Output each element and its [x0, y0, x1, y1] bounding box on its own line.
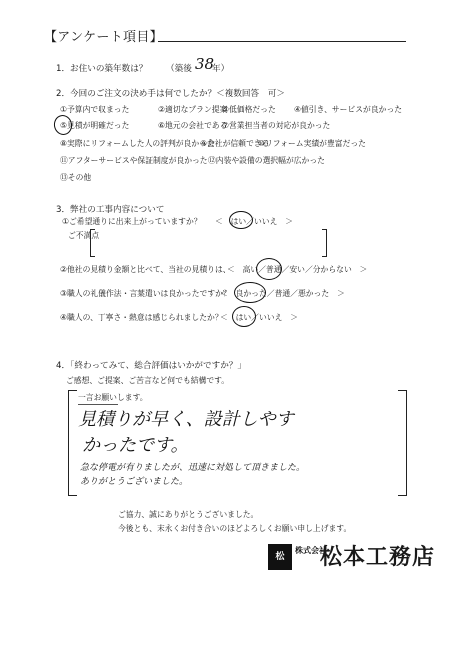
closing-line-1: ご協力、誠にありがとうございました。: [118, 510, 259, 519]
q4-sub: ご感想、ご提案、ご苦言など何でも結構です。: [66, 376, 230, 385]
survey-title: 【アンケート項目】: [44, 30, 163, 45]
q3-sub3-choice: ＜ 良かった／普通／悪かった ＞: [220, 289, 345, 298]
q2-option-5: ⑤見積が明確だった: [60, 121, 130, 130]
q3-sub4: ④職人の、丁寧さ・熱意は感じられましたか？: [60, 313, 223, 322]
comment-box-left: [68, 390, 77, 496]
company-logo-mark: 松: [268, 544, 292, 570]
q2-option-2: ②適切なプラン提案: [158, 105, 228, 114]
comment-box-right: [398, 390, 407, 496]
company-logo: [268, 544, 436, 572]
q2-option-7: ⑦営業担当者の対応が良かった: [222, 121, 331, 130]
company-name: 松本工務店: [320, 545, 436, 570]
q4-label: 4．「終わってみて、総合評価はいかがですか？」: [56, 361, 246, 371]
company-type-label: 株式会社: [295, 546, 327, 555]
q2-label: 2．今回のご注文の決め手は何でしたか？＜複数回答 可＞: [56, 89, 285, 99]
comment-line-1: 見積りが早く、設計しやす: [78, 409, 294, 430]
q2-option-9: ⑨会社が信頼できる: [200, 139, 270, 148]
title-rule: [158, 41, 406, 42]
q3-sub3: ③職人の礼儀作法・言葉遣いは良かったですか？: [60, 289, 231, 298]
complaint-bracket-right: [322, 229, 327, 257]
q2-option-12: ⑫内装や設備の選択幅が広かった: [208, 156, 325, 165]
q3-label: 3．弊社の工事内容について: [56, 205, 165, 215]
comment-heading-underline: [78, 404, 118, 405]
q3-sub2-answer-circle: [256, 258, 282, 280]
q2-option-3: ③低価格だった: [222, 105, 276, 114]
q2-option-13: ⑬その他: [60, 173, 92, 182]
q1-paren-close: 年）: [212, 64, 230, 74]
q1-answer: 38: [195, 55, 215, 73]
q2-option-6: ⑥地元の会社である: [158, 121, 228, 130]
q2-option-5-circle: [52, 113, 74, 136]
comment-line-3: 急な停電が有りましたが、迅速に対処して頂きました。: [80, 463, 306, 473]
q2-option-11: ⑪アフターサービスや保証制度が良かった: [60, 156, 208, 165]
q1-paren-open: （築後: [166, 64, 192, 74]
q3-sub4-answer-circle: [232, 306, 256, 327]
comment-heading: 一言お願いします。: [78, 393, 148, 402]
q3-sub2: ②他社の見積り金額と比べて、当社の見積りは、: [60, 265, 231, 274]
q2-option-1: ①予算内で収まった: [60, 105, 130, 114]
complaint-bracket-left: [90, 229, 95, 257]
q2-option-8: ⑧実際にリフォームした人の評判が良かった: [60, 139, 215, 148]
comment-line-2: かったです。: [82, 435, 189, 456]
closing-line-2: 今後とも、末永くお付き合いのほどよろしくお願い申し上げます。: [118, 524, 352, 533]
comment-line-4: ありがとうございました。: [80, 477, 189, 487]
q3-sub4-choice: ＜ はい／いいえ ＞: [220, 313, 298, 322]
q3-sub1: ①ご希望通りに出来上がっていますか？: [62, 217, 202, 226]
q3-sub2-choice: ＜ 高い／普通／安い／分からない ＞: [227, 265, 368, 274]
q2-option-4: ④値引き、サービスが良かった: [294, 105, 403, 114]
q3-complaint-label: ご不満点: [68, 231, 100, 240]
q1-label: 1．お住いの築年数は？: [56, 64, 148, 74]
q2-option-10: ⑩リフォーム実績が豊富だった: [258, 139, 366, 148]
q3-sub3-answer-circle: [234, 282, 266, 303]
q3-sub1-answer-circle: [229, 211, 253, 229]
q3-sub1-choice: ＜ はい／いいえ ＞: [215, 217, 293, 226]
